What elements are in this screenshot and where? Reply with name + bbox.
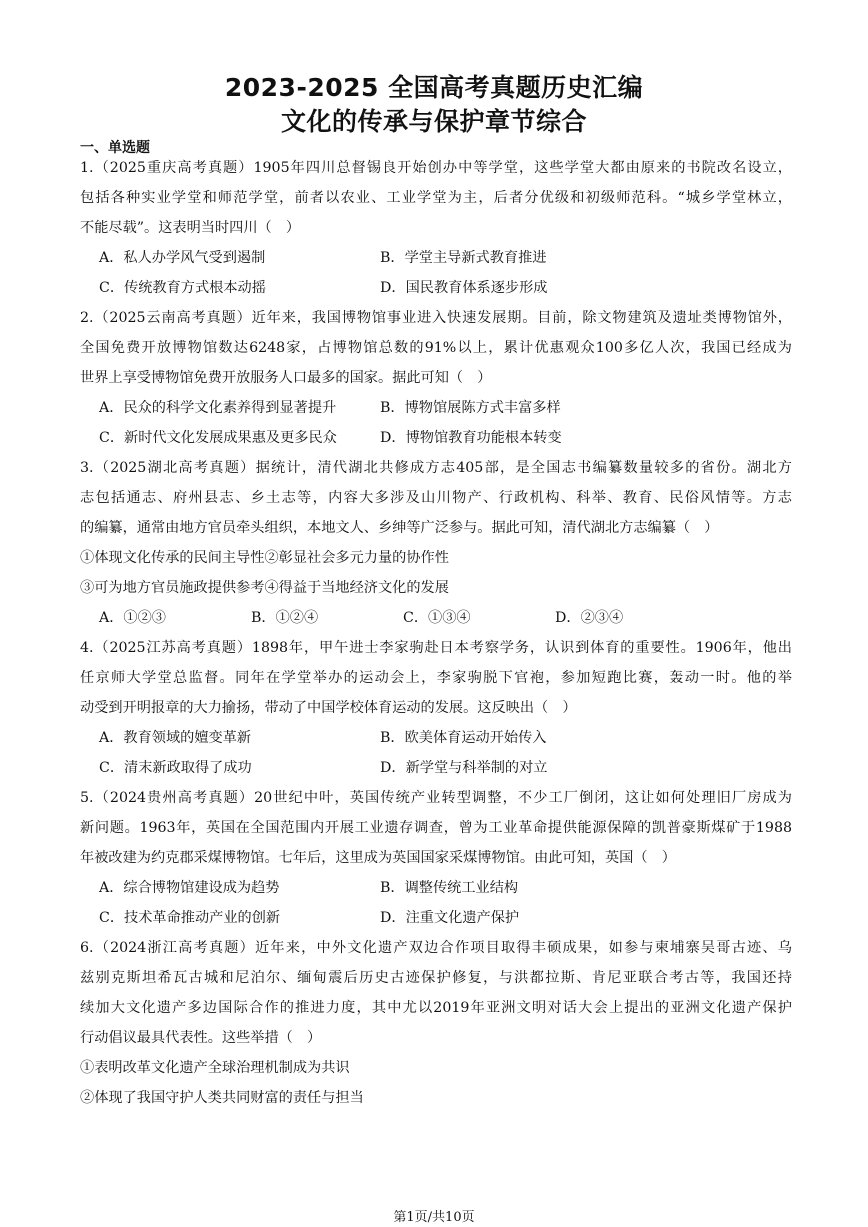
question-text-line: 6.（2024浙江高考真题）近年来，中外文化遗产双边合作项目取得丰硕成果，如参与柬埔寨吴哥古迹、乌 xyxy=(80,940,792,956)
option-d: D．注重文化遗产保护 xyxy=(380,910,520,926)
option-d: D．新学堂与科举制的对立 xyxy=(380,760,548,776)
option-b: B．①②④ xyxy=(251,610,319,626)
option-row xyxy=(80,393,792,423)
option-d: D．②③④ xyxy=(555,610,624,626)
option-c: C．新时代文化发展成果惠及更多民众 xyxy=(99,430,337,446)
questions-list xyxy=(80,153,792,1113)
question-text-line: 行动倡议最具代表性。这些举措（ ） xyxy=(80,1030,322,1046)
question-4 xyxy=(80,633,792,783)
question-text-line: 3.（2025湖北高考真题）据统计，清代湖北共修成方志405部，是全国志书编纂数量较多的省份。湖北方 xyxy=(80,460,792,476)
option-row xyxy=(80,273,792,303)
question-2 xyxy=(80,303,792,453)
option-c: C．传统教育方式根本动摇 xyxy=(99,280,266,296)
statement-line: ③可为地方官员施政提供参考④得益于当地经济文化的发展 xyxy=(80,580,449,596)
option-a: A．综合博物馆建设成为趋势 xyxy=(99,880,280,896)
option-a: A．教育领域的嬗变革新 xyxy=(99,730,252,746)
question-text-line: 5.（2024贵州高考真题）20世纪中叶，英国传统产业转型调整，不少工厂倒闭，这让如何处理旧厂房成为 xyxy=(80,790,792,806)
option-row xyxy=(80,243,792,273)
question-6 xyxy=(80,933,792,1113)
option-row xyxy=(80,873,792,903)
question-text-line: 兹别克斯坦希瓦古城和尼泊尔、缅甸震后历史古迹保护修复，与洪都拉斯、肯尼亚联合考古等，我国还持 xyxy=(80,970,792,986)
question-text-line: 任京师大学堂总监督。同年在学堂举办的运动会上，李家驹脱下官袍，参加短跑比赛，轰动一时。他的举 xyxy=(80,670,792,686)
question-text-line: 续加大文化遗产多边国际合作的推进力度，其中尤以2019年亚洲文明对话大会上提出的亚洲文化遗产保护 xyxy=(80,1000,792,1016)
option-row xyxy=(80,903,792,933)
section-heading: 一、单选题 xyxy=(80,140,150,156)
question-5 xyxy=(80,783,792,933)
option-b: B．博物馆展陈方式丰富多样 xyxy=(380,400,561,416)
statement-line: ②体现了我国守护人类共同财富的责任与担当 xyxy=(80,1090,364,1106)
question-text-line: 不能尽载”。这表明当时四川（ ） xyxy=(80,220,301,236)
question-text-line: 4.（2025江苏高考真题）1898年，甲午进士李家驹赴日本考察学务，认识到体育的重要性。1906年，他出 xyxy=(80,640,792,656)
option-b: B．调整传统工业结构 xyxy=(380,880,519,896)
option-c: C．①③④ xyxy=(403,610,471,626)
option-row xyxy=(80,423,792,453)
question-1 xyxy=(80,153,792,303)
option-b: B．学堂主导新式教育推进 xyxy=(380,250,547,266)
option-a: A．民众的科学文化素养得到显著提升 xyxy=(99,400,337,416)
option-d: D．国民教育体系逐步形成 xyxy=(380,280,548,296)
question-text-line: 2.（2025云南高考真题）近年来，我国博物馆事业进入快速发展期。目前，除文物建筑及遗址类博物馆外， xyxy=(80,310,792,326)
statement-line: ①体现文化传承的民间主导性②彰显社会多元力量的协作性 xyxy=(80,550,449,566)
question-text-line: 包括各种实业学堂和师范学堂，前者以农业、工业学堂为主，后者分优级和初级师范科。“城乡学堂林立， xyxy=(80,190,792,206)
question-text-line: 1.（2025重庆高考真题）1905年四川总督锡良开始创办中等学堂，这些学堂大都由原来的书院改名设立， xyxy=(80,160,792,176)
option-c: C．技术革命推动产业的创新 xyxy=(99,910,281,926)
document-title: 2023-2025 全国高考真题历史汇编 xyxy=(224,73,644,102)
option-a: A．①②③ xyxy=(99,610,166,626)
question-text-line: 世界上享受博物馆免费开放服务人口最多的国家。据此可知（ ） xyxy=(80,370,492,386)
option-row xyxy=(80,753,792,783)
question-text-line: 全国免费开放博物馆数达6248家，占博物馆总数的91%以上，累计优惠观众100多亿人次，我国已经成为 xyxy=(80,340,792,356)
question-3 xyxy=(80,453,792,633)
option-b: B．欧美体育运动开始传入 xyxy=(380,730,547,746)
option-d: D．博物馆教育功能根本转变 xyxy=(380,430,562,446)
statement-line: ①表明改革文化遗产全球治理机制成为共识 xyxy=(80,1060,350,1076)
question-text-line: 年被改建为约克郡采煤博物馆。七年后，这里成为英国国家采煤博物馆。由此可知，英国（ ） xyxy=(80,850,676,866)
page-number: 第1页/共10页 xyxy=(393,1210,475,1225)
question-text-line: 志包括通志、府州县志、乡土志等，内容大多涉及山川物产、行政机构、科举、教育、民俗风情等。方志 xyxy=(80,490,792,506)
option-a: A．私人办学风气受到遏制 xyxy=(99,250,266,266)
document-subtitle: 文化的传承与保护章节综合 xyxy=(280,107,587,136)
question-text-line: 新问题。1963年，英国在全国范围内开展工业遗存调查，曾为工业革命提供能源保障的凯普豪斯煤矿于1988 xyxy=(80,820,792,836)
question-text-line: 的编纂，通常由地方官员牵头组织，本地文人、乡绅等广泛参与。据此可知，清代湖北方志编纂（ ） xyxy=(80,520,719,536)
option-row xyxy=(80,723,792,753)
question-text-line: 动受到开明报章的大力揄扬，带动了中国学校体育运动的发展。这反映出（ ） xyxy=(80,700,577,716)
option-c: C．清末新政取得了成功 xyxy=(99,760,252,776)
option-row xyxy=(80,603,792,633)
